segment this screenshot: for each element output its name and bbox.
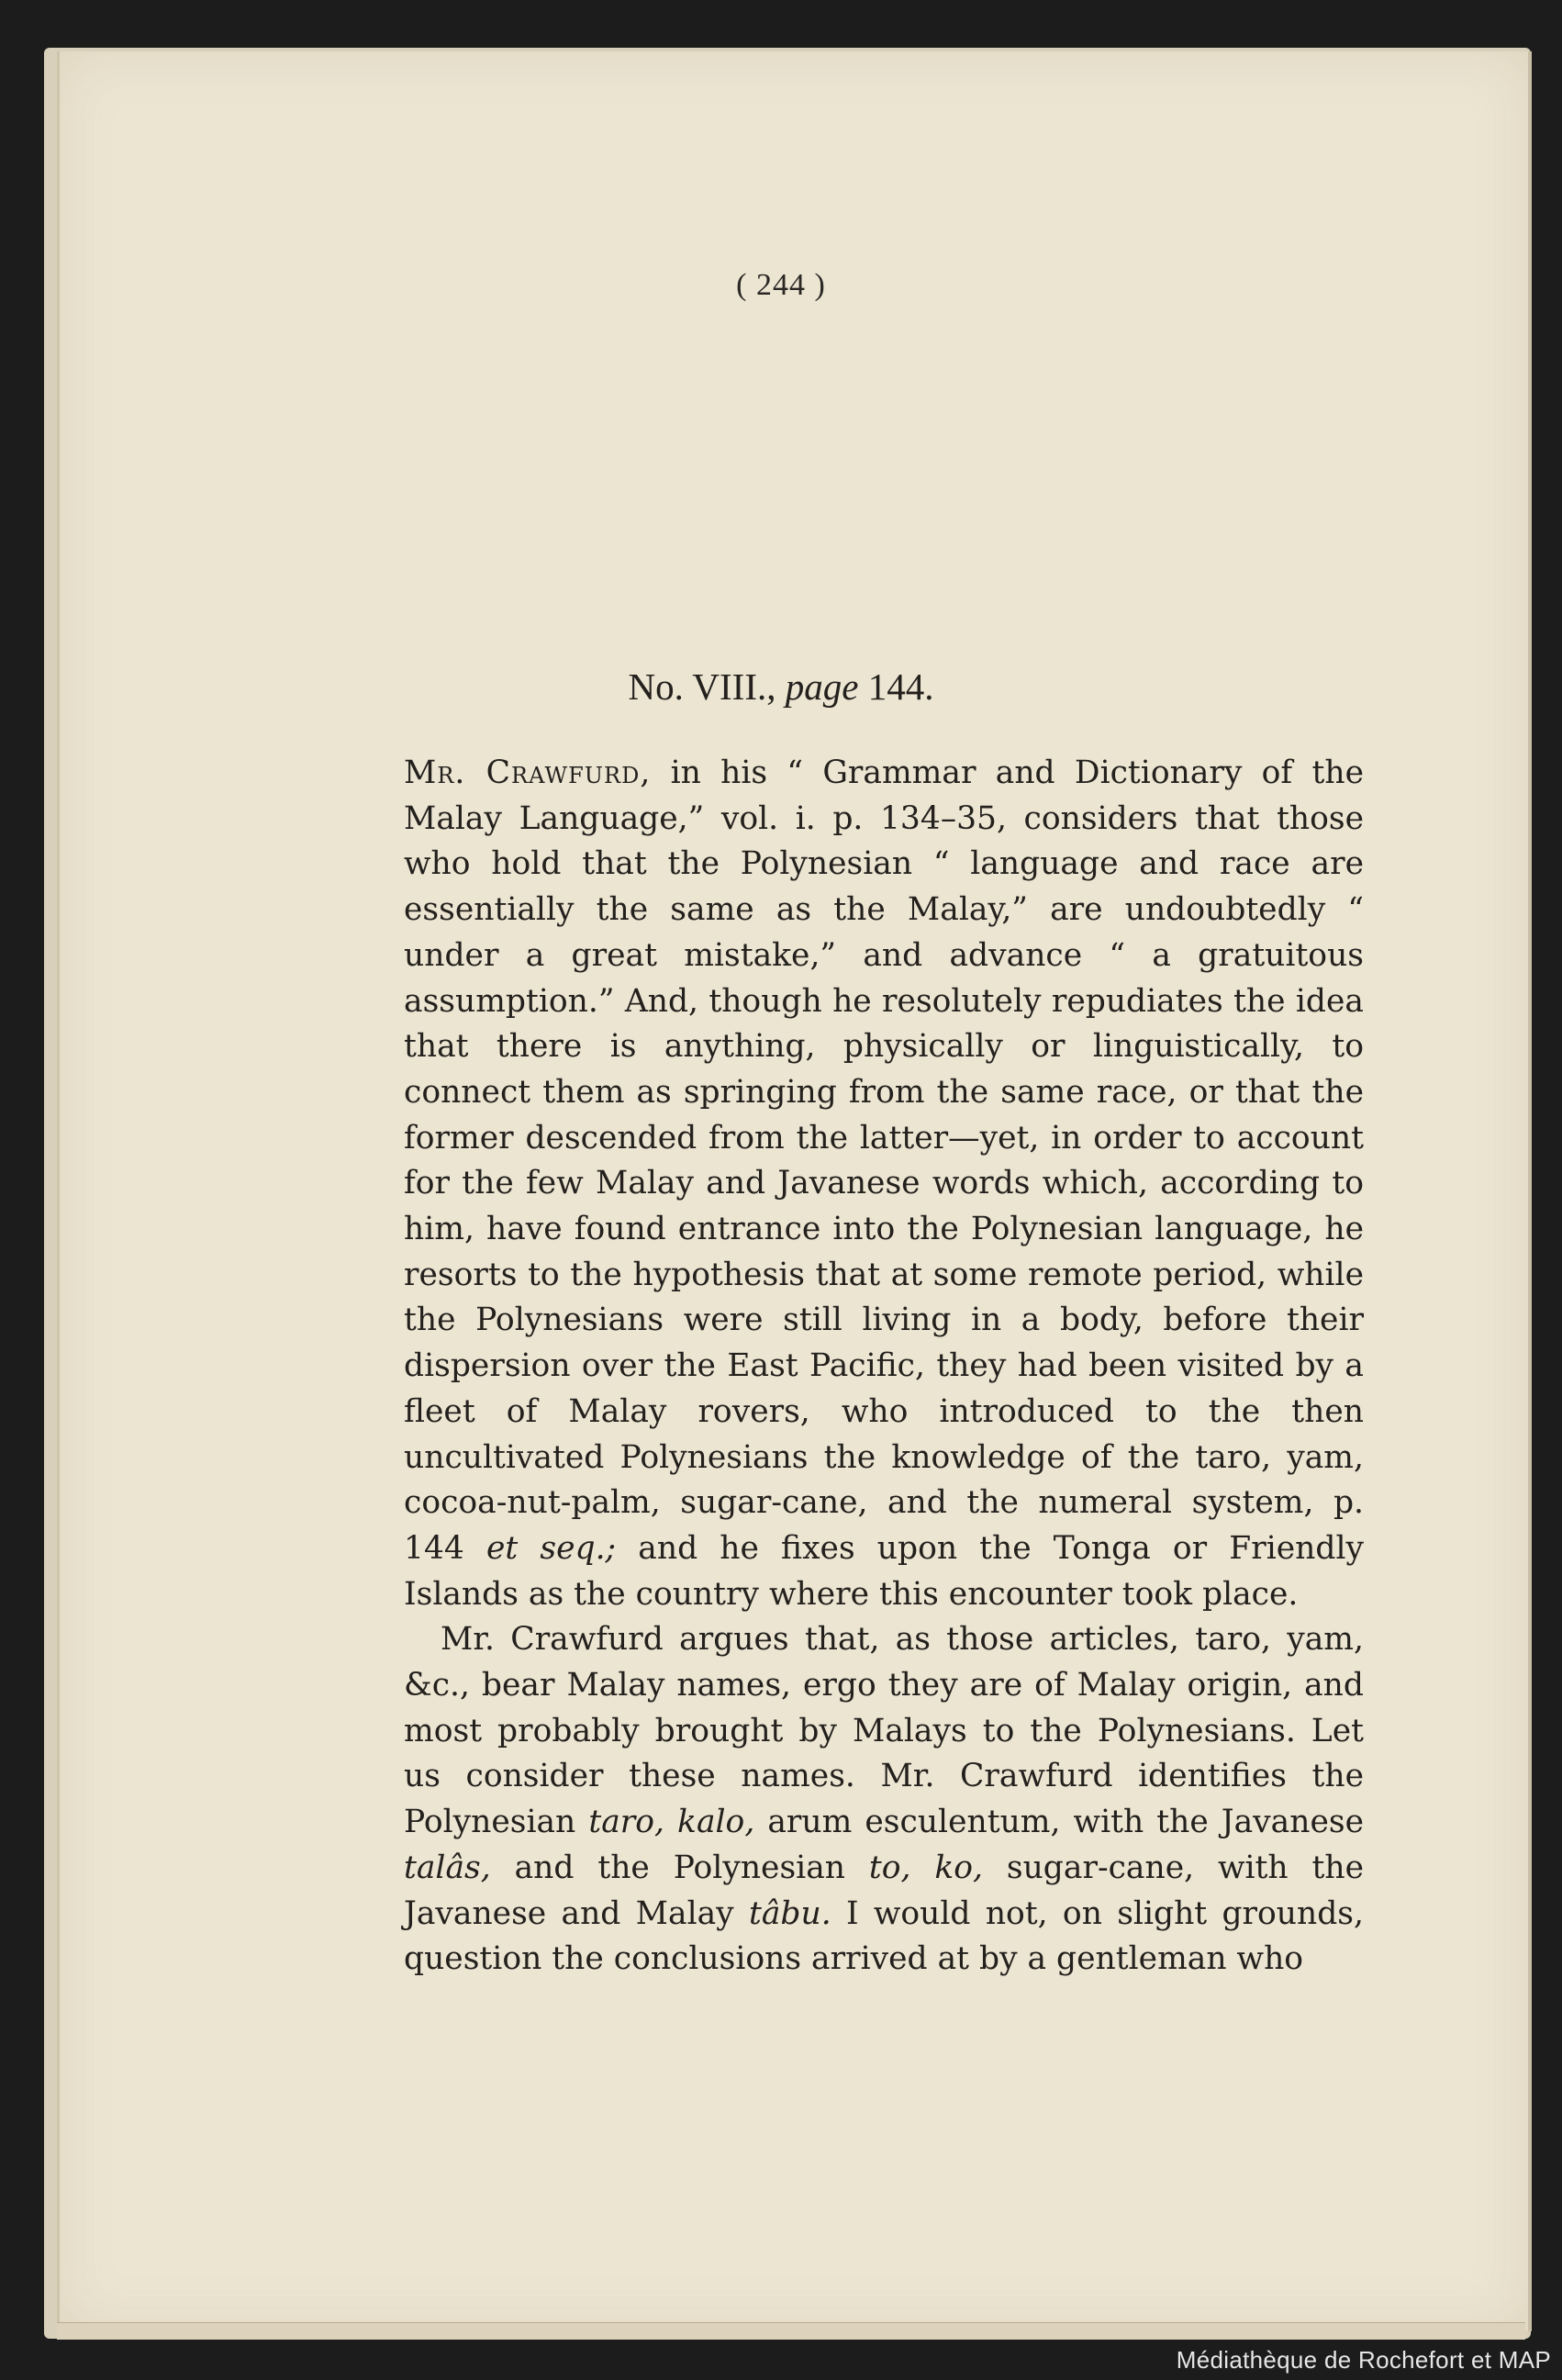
paragraph-2-italic-d: tâbu. <box>748 1894 831 1932</box>
paragraph-2-text-b: arum esculentum, with the Javanese <box>754 1804 1364 1841</box>
heading-label: No. VIII., <box>628 665 776 708</box>
paragraph-2-italic-a: taro, kalo, <box>588 1804 755 1841</box>
paragraph-2-text-c: and the Polynesian <box>490 1849 869 1886</box>
watermark: Médiathèque de Rochefort et MAP <box>1176 2346 1551 2374</box>
heading-page-ref: 144. <box>867 665 934 708</box>
page-number: ( 244 ) <box>736 268 826 302</box>
paragraph-2 <box>404 1617 1364 1983</box>
paragraph-2-italic-b: talâs, <box>404 1849 491 1886</box>
paragraph-2-text-e: I would not, on slight grounds, question the conclusions arrived at by a gentleman who <box>404 1894 1364 1978</box>
author-name: Mr. Crawfurd, <box>404 754 652 791</box>
paragraph-1 <box>404 751 1364 1617</box>
heading-page-word: page <box>785 665 859 708</box>
paragraph-2-text-d: sugar-cane, with the Javanese and Malay <box>404 1849 1364 1932</box>
paragraph-1-text-a: in his “ Grammar and Dictionary of the Malay Language,” vol. i. p. 134–35, considers that those who hold that the Polynesian “ language and race are essentially the same as the Malay,” are undoubtedly “ under a great mistake,” and advance “ a gratuitous assumption.” And, though he resolutely repudiates the idea that there is anything, physically or linguistically, to connect them as springing from the same race, or that the former descended from the latter—yet, in order to account for the few Malay and Javanese words which, according to him, have found entrance into the Polynesian language, he resorts to the hypothesis that at some remote period, while the Polynesians were still living in a body, before their dispersion over the East Pacific, they had been visited by a fleet of Malay rovers, who introduced to the then uncultivated Polynesians the knowledge of the taro, yam, cocoa-nut-palm, sugar-cane, and the numeral system, p. 144 <box>404 754 1364 1567</box>
page-bottom-edge <box>57 2322 1525 2340</box>
section-heading <box>0 665 1562 709</box>
paragraph-1-italic-a: et seq.; <box>485 1529 617 1567</box>
paragraph-2-text-a: Mr. Crawfurd argues that, as those articles, taro, yam, &c., bear Malay names, ergo they are of Malay origin, and most probably brought by Malays to the Polynesians. Let us consider these names. Mr. Crawfurd identifies the Polynesian <box>404 1621 1364 1841</box>
body-text <box>404 751 1364 1983</box>
paragraph-1-text-b: and he fixes upon the Tonga or Friendly Islands as the country where this encounter took place. <box>404 1529 1364 1613</box>
paragraph-2-italic-c: to, ko, <box>868 1849 983 1886</box>
